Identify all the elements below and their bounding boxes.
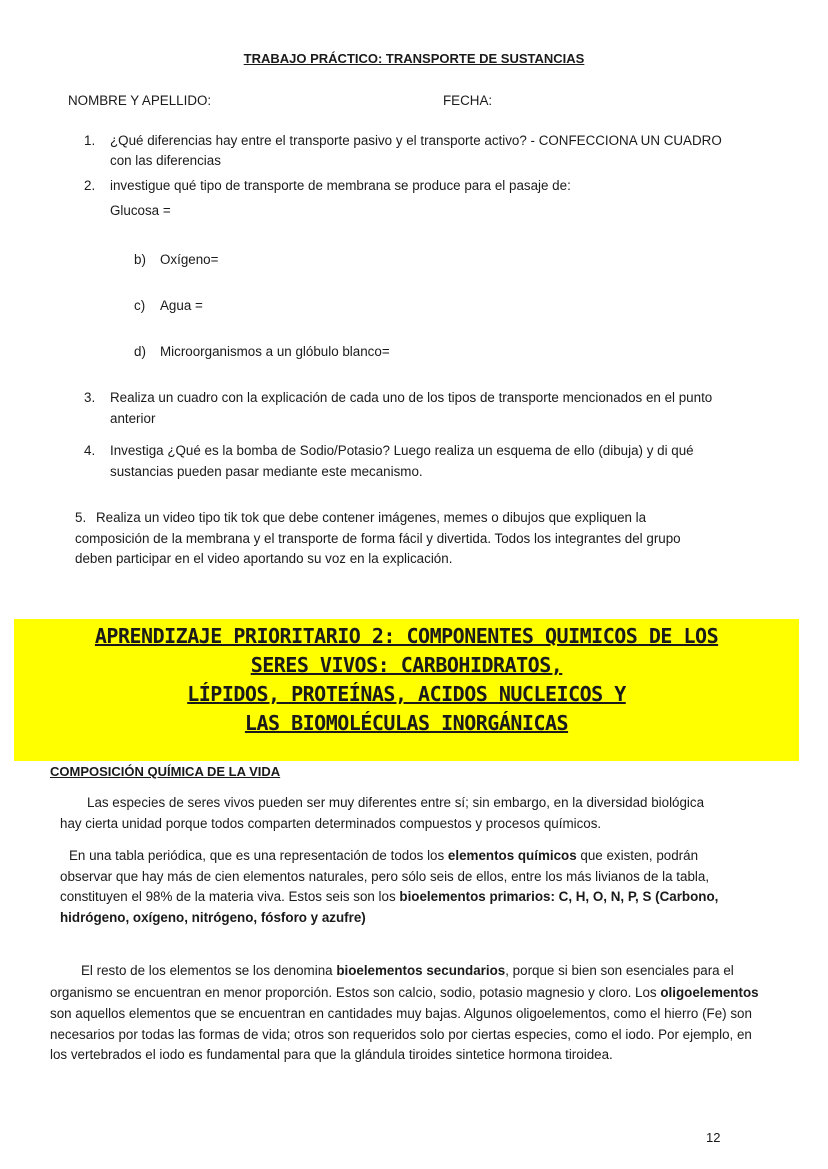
question-number: 3. [84, 390, 96, 405]
question-1-line2: con las diferencias [110, 153, 221, 168]
paragraph-3-line5: los vertebrados el iodo es fundamental para que la glándula tiroides sintetice hormona tiroidea. [50, 1047, 613, 1062]
sub-item-letter: c) [134, 298, 146, 313]
bold-term: bioelementos primarios: C, H, O, N, P, S (Carbono, [399, 889, 719, 904]
paragraph-2-line2: observar que hay más de cien elementos naturales, pero sólo seis de ellos, entre los más livianos de la tabla, [60, 869, 710, 884]
question-5-line3: deben participar en el video aportando su voz en la explicación. [75, 551, 453, 566]
question-1 [84, 133, 722, 148]
question-text: Realiza un cuadro con la explicación de cada uno de los tipos de transporte mencionados en el punto [110, 390, 713, 405]
paragraph-1-line1: Las especies de seres vivos pueden ser muy diferentes entre sí; sin embargo, en la diversidad biológica [87, 795, 705, 810]
paragraph-3-line3: son aquellos elementos que se encuentran en cantidades muy bajas. Algunos oligoelementos, como el hierro (Fe) son [50, 1006, 752, 1021]
section-title: COMPOSICIÓN QUÍMICA DE LA VIDA [50, 764, 281, 779]
banner-line-1: APRENDIZAJE PRIORITARIO 2: COMPONENTES QUIMICOS DE LOS [94, 624, 719, 648]
banner-line-4: LAS BIOMOLÉCULAS INORGÁNICAS [244, 711, 569, 735]
question-number: 2. [84, 178, 96, 193]
question-2 [84, 178, 571, 193]
text-run: constituyen el 98% de la materia viva. Estos seis son los [60, 889, 400, 904]
sub-item-agua [134, 298, 203, 313]
bold-term: bioelementos secundarios [336, 963, 506, 978]
paragraph-2-line1 [69, 848, 698, 863]
question-3-line2: anterior [110, 411, 156, 426]
page-number: 12 [706, 1130, 721, 1145]
text-run: En una tabla periódica, que es una representación de todos los [69, 848, 448, 863]
paragraph-3-line2 [50, 985, 759, 1000]
text-run: que existen, podrán [576, 848, 699, 863]
question-4-line2: sustancias pueden pasar mediante este mecanismo. [110, 464, 423, 479]
question-number: 5. [75, 510, 87, 525]
page-title: TRABAJO PRÁCTICO: TRANSPORTE DE SUSTANCIAS [243, 51, 585, 66]
sub-item-letter: b) [134, 252, 146, 267]
text-run: organismo se encuentran en menor proporción. Estos son calcio, sodio, potasio magnesio y cloro. Los [50, 985, 661, 1000]
question-number: 4. [84, 443, 96, 458]
sub-item-text: Microorganismos a un glóbulo blanco= [160, 344, 390, 359]
paragraph-2-line4 [60, 910, 366, 925]
sub-item-text: Oxígeno= [160, 252, 219, 267]
question-text: Realiza un video tipo tik tok que debe contener imágenes, memes o dibujos que expliquen la [96, 510, 647, 525]
banner-line-2: SERES VIVOS: CARBOHIDRATOS, [250, 653, 563, 677]
question-4 [84, 443, 694, 458]
sub-item-text: Agua = [160, 298, 203, 313]
glucosa-item: Glucosa = [110, 203, 171, 218]
paragraph-3-line4: necesarios por todas las formas de vida; otros son requeridos solo por ciertas especies, como el iodo. Por ejemplo, en [50, 1027, 752, 1042]
question-3 [84, 390, 712, 405]
sub-item-microorganismos [134, 344, 390, 359]
paragraph-2-line3 [60, 889, 718, 904]
paragraph-1-line2: hay cierta unidad porque todos comparten determinados compuestos y procesos químicos. [60, 816, 602, 831]
question-number: 1. [84, 133, 96, 148]
text-run: , porque si bien son esenciales para el [505, 963, 734, 978]
bold-term: hidrógeno, oxígeno, nitrógeno, fósforo y azufre) [60, 910, 366, 925]
question-text: Investiga ¿Qué es la bomba de Sodio/Potasio? Luego realiza un esquema de ello (dibuja) y di qué [110, 443, 694, 458]
bold-term: oligoelementos [660, 985, 759, 1000]
question-text: ¿Qué diferencias hay entre el transporte pasivo y el transporte activo? - CONFECCIONA UN CUADRO [110, 133, 722, 148]
bold-term: elementos químicos [447, 848, 577, 863]
sub-item-letter: d) [134, 344, 146, 359]
sub-item-oxigeno [134, 252, 218, 267]
text-run: El resto de los elementos se los denomina [81, 963, 337, 978]
date-label: FECHA: [443, 93, 493, 108]
question-text: investigue qué tipo de transporte de membrana se produce para el pasaje de: [110, 178, 571, 193]
banner-line-3: LÍPIDOS, PROTEÍNAS, ACIDOS NUCLEICOS Y [187, 682, 626, 706]
question-5 [75, 510, 646, 525]
question-5-line2: composición de la membrana y el transporte de forma fácil y divertida. Todos los integrantes del grupo [75, 531, 681, 546]
paragraph-3-line1 [81, 963, 734, 978]
name-label: NOMBRE Y APELLIDO: [68, 93, 212, 108]
